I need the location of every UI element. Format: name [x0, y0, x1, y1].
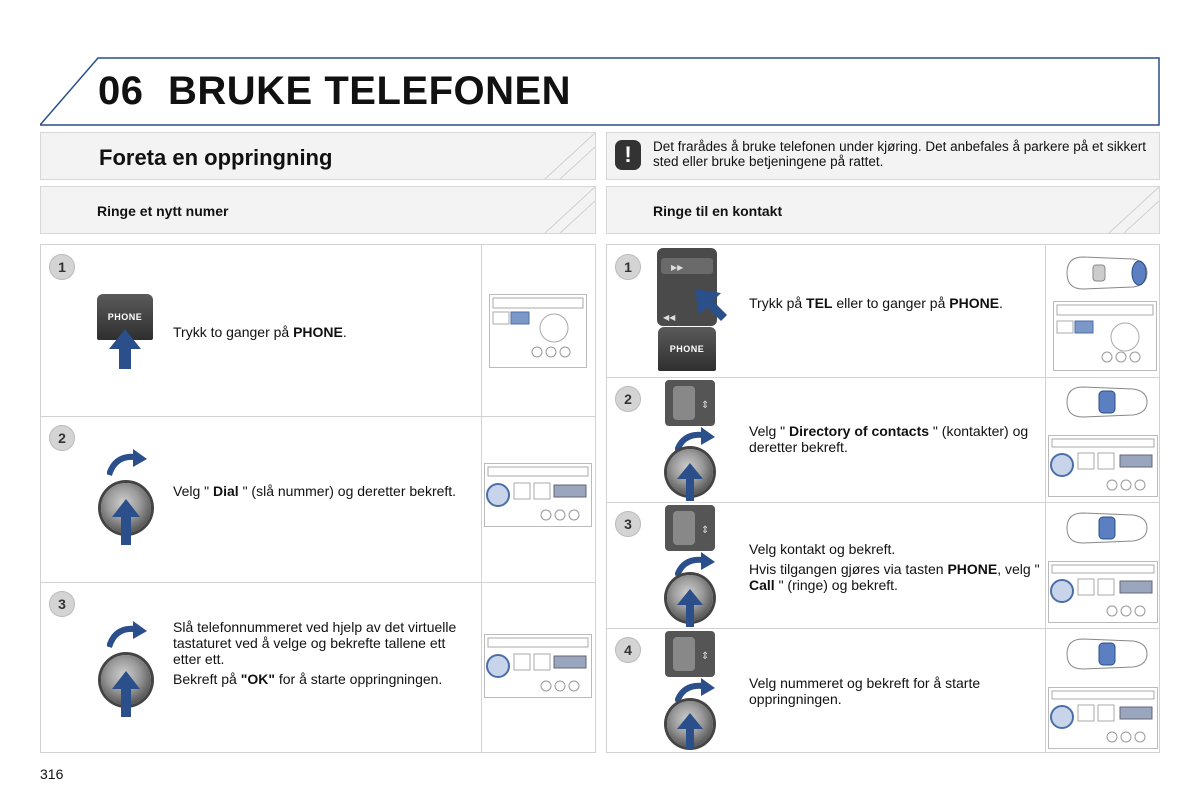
rotate-arrow-icon [107, 449, 147, 477]
press-arrow-icon [677, 589, 703, 627]
svg-text:◀◀: ◀◀ [663, 313, 676, 322]
step-badge: 2 [615, 386, 641, 412]
radio-panel-icon [484, 463, 592, 527]
step-3-text: Velg kontakt og bekreft. Hvis tilgangen gjøres via tasten PHONE, velg " Call " (ringe) og bekreft. [749, 541, 1040, 593]
svg-text:⇕: ⇕ [701, 400, 710, 411]
step-badge: 3 [615, 511, 641, 537]
steering-stalk-icon [1063, 251, 1149, 295]
diagonal-decoration [515, 133, 595, 179]
scroll-wheel-icon [665, 631, 715, 677]
svg-text:▶▶: ▶▶ [671, 263, 684, 272]
rotate-arrow-icon [107, 621, 147, 649]
rotate-arrow-icon [675, 552, 715, 578]
step-badge: 1 [615, 254, 641, 280]
step-2-text: Velg " Directory of contacts " (kontakter) og deretter bekreft. [749, 423, 1029, 455]
radio-panel-icon [1053, 301, 1157, 371]
section-header [40, 132, 596, 180]
step-badge: 2 [49, 425, 75, 451]
right-subheader [606, 186, 1160, 234]
warning-box [606, 132, 1160, 180]
radio-panel-icon [1048, 435, 1158, 497]
step-badge: 1 [49, 254, 75, 280]
chapter-number: 06 [98, 69, 144, 113]
svg-text:⇕: ⇕ [701, 651, 710, 662]
left-subheader-title: Ringe et nytt numer [97, 203, 229, 219]
radio-panel-icon [1048, 561, 1158, 623]
chapter-title: BRUKE TELEFONEN [168, 69, 572, 113]
press-arrow-icon [677, 713, 703, 749]
press-arrow-icon [677, 463, 703, 501]
left-subheader [40, 186, 596, 234]
diagonal-decoration [515, 187, 595, 233]
page-number: 316 [40, 766, 64, 782]
steering-stalk-icon [1063, 633, 1149, 675]
step-4-text: Velg nummeret og bekreft for å starte oppringningen. [749, 675, 981, 707]
steering-stalk-icon [1063, 507, 1149, 549]
phone-key-icon: PHONE [658, 327, 716, 371]
scroll-wheel-icon [665, 380, 715, 426]
step-1-text: Trykk på TEL eller to ganger på PHONE. [749, 295, 1003, 311]
radio-panel-icon [1048, 687, 1158, 749]
step-badge: 3 [49, 591, 75, 617]
svg-text:⇕: ⇕ [701, 525, 710, 536]
step-1-text: Trykk to ganger på PHONE. [173, 324, 347, 340]
section-title: Foreta en oppringning [99, 145, 333, 170]
right-subheader-title: Ringe til en kontakt [653, 203, 783, 219]
radio-panel-icon [489, 294, 587, 368]
left-steps-panel [40, 244, 596, 753]
steering-stalk-icon [1063, 381, 1149, 423]
chapter-header [40, 57, 1160, 127]
warning-icon: ! [615, 140, 641, 170]
rotate-arrow-icon [675, 678, 715, 704]
step-2-text: Velg " Dial " (slå nummer) og deretter bekreft. [173, 483, 457, 499]
press-arrow-icon [112, 499, 140, 545]
right-steps-panel [606, 244, 1160, 753]
warning-text: Det frarådes å bruke telefonen under kjøring. Det anbefales å parkere på et sikkert sted eller bruke betjeningene på rattet. [653, 139, 1147, 169]
step-3-text: Slå telefonnummeret ved hjelp av det virtuelle tastaturet ved å velge og bekrefte tallene ett etter ett. Bekreft på "OK" for å starte oppringningen. [173, 619, 457, 687]
phone-key-icon: PHONE [97, 294, 153, 340]
diagonal-decoration [1079, 187, 1159, 233]
scroll-wheel-icon [665, 505, 715, 551]
radio-panel-icon [484, 634, 592, 698]
press-arrow-icon [109, 329, 141, 369]
press-arrow-icon [695, 289, 727, 323]
step-badge: 4 [615, 637, 641, 663]
press-arrow-icon [112, 671, 140, 717]
